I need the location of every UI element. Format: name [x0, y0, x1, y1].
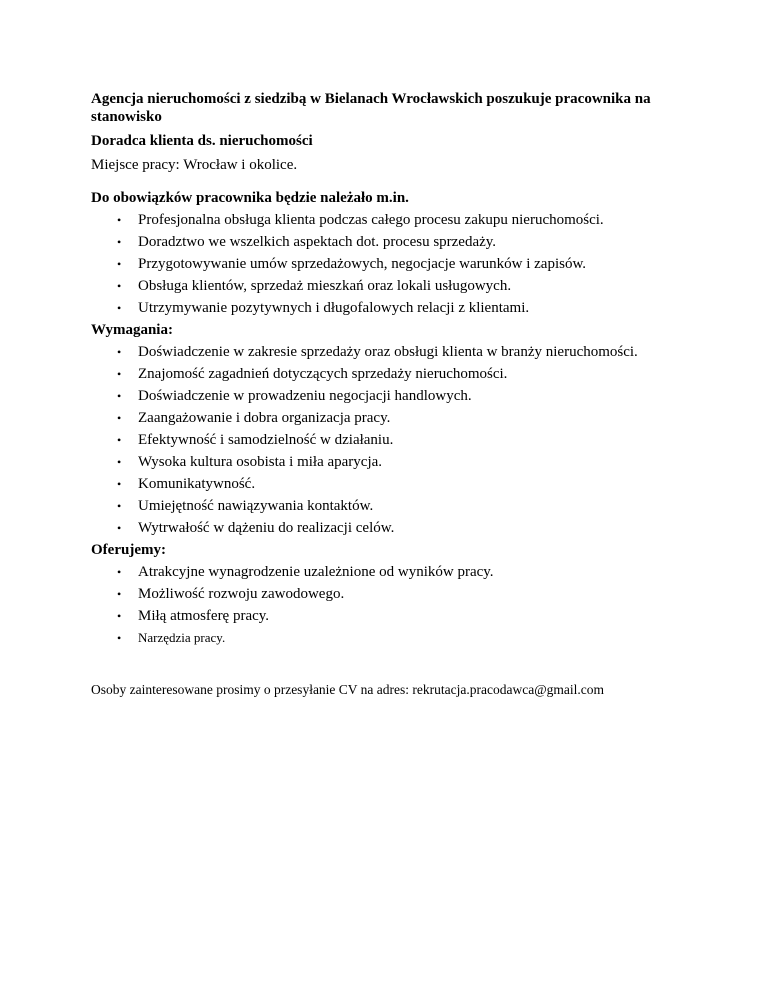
- list-item: • Doświadczenie w prowadzeniu negocjacji handlowych.: [117, 388, 472, 404]
- requirements-list: [91, 343, 691, 541]
- bullet-icon: •: [117, 499, 122, 513]
- bullet-icon: •: [117, 587, 122, 601]
- list-item: • Znajomość zagadnień dotyczących sprzedaży nieruchomości.: [117, 366, 508, 382]
- work-location: Miejsce pracy: Wrocław i okolice.: [91, 157, 298, 173]
- bullet-icon: •: [117, 609, 122, 623]
- list-item: • Wysoka kultura osobista i miła aparycja.: [117, 454, 383, 470]
- position-title: Doradca klienta ds. nieruchomości: [91, 133, 313, 149]
- list-item: • Możliwość rozwoju zawodowego.: [117, 586, 345, 602]
- requirements-heading: Wymagania:: [91, 322, 173, 338]
- bullet-icon: •: [117, 235, 122, 249]
- list-item: • Komunikatywność.: [117, 476, 256, 492]
- intro-text: Agencja nieruchomości z siedzibą w Bielanach Wrocławskich poszukuje pracownika na stanowisko: [91, 91, 651, 125]
- list-item: • Atrakcyjne wynagrodzenie uzależnione od wyników pracy.: [117, 564, 494, 580]
- list-item: • Obsługa klientów, sprzedaż mieszkań oraz lokali usługowych.: [117, 278, 512, 294]
- bullet-icon: •: [117, 521, 122, 535]
- list-item: • Miłą atmosferę pracy.: [117, 608, 270, 624]
- bullet-icon: •: [117, 477, 122, 491]
- bullet-icon: •: [117, 389, 122, 403]
- list-item: • Doświadczenie w zakresie sprzedaży oraz obsługi klienta w branży nieruchomości.: [117, 344, 638, 360]
- list-item: • Efektywność i samodzielność w działaniu.: [117, 432, 394, 448]
- bullet-icon: •: [117, 367, 122, 381]
- bullet-icon: •: [117, 257, 122, 271]
- bullet-icon: •: [117, 455, 122, 469]
- bullet-icon: •: [117, 301, 122, 315]
- contact-text: Osoby zainteresowane prosimy o przesyłanie CV na adres: rekrutacja.pracodawca@gmail.com: [91, 682, 604, 697]
- list-item: • Wytrwałość w dążeniu do realizacji celów.: [117, 520, 395, 536]
- bullet-icon: •: [117, 433, 122, 447]
- bullet-icon: •: [117, 631, 122, 645]
- list-item: • Profesjonalna obsługa klienta podczas całego procesu zakupu nieruchomości.: [117, 212, 604, 228]
- list-item: • Doradztwo we wszelkich aspektach dot. procesu sprzedaży.: [117, 234, 497, 250]
- list-item: • Narzędzia pracy.: [117, 630, 226, 645]
- duties-list: [91, 211, 691, 321]
- duties-heading: Do obowiązków pracownika będzie należało m.in.: [91, 190, 409, 206]
- offer-heading: Oferujemy:: [91, 542, 166, 558]
- bullet-icon: •: [117, 345, 122, 359]
- list-item: • Umiejętność nawiązywania kontaktów.: [117, 498, 374, 514]
- list-item: • Utrzymywanie pozytywnych i długofalowych relacji z klientami.: [117, 300, 530, 316]
- list-item: • Przygotowywanie umów sprzedażowych, negocjacje warunków i zapisów.: [117, 256, 587, 272]
- bullet-icon: •: [117, 565, 122, 579]
- document-page: [91, 90, 691, 699]
- list-item: • Zaangażowanie i dobra organizacja pracy.: [117, 410, 391, 426]
- bullet-icon: •: [117, 411, 122, 425]
- bullet-icon: •: [117, 213, 122, 227]
- offer-list: [91, 563, 691, 651]
- bullet-icon: •: [117, 279, 122, 293]
